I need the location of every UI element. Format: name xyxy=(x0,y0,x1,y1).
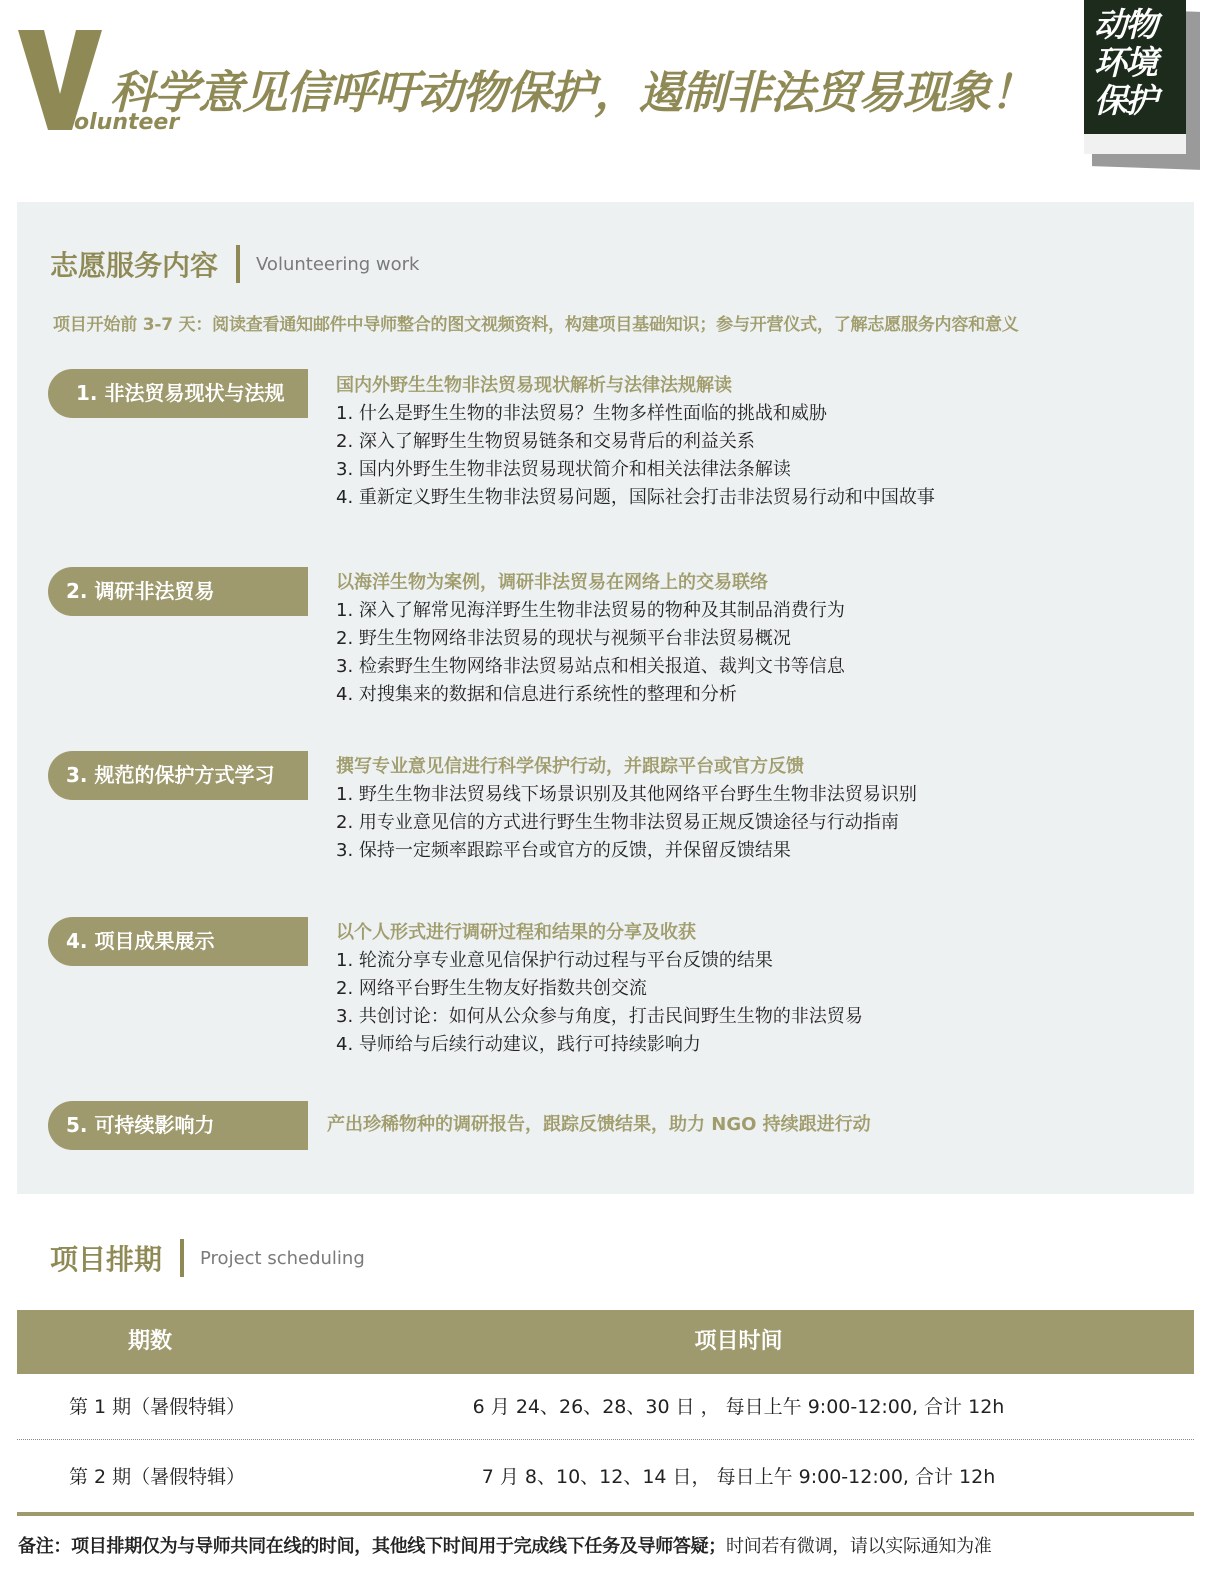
module-2-item: 3. 检索野生生物网络非法贸易站点和相关报道、裁判文书等信息 xyxy=(336,656,845,677)
module-3-item: 2. 用专业意见信的方式进行野生生物非法贸易正规反馈途径与行动指南 xyxy=(336,812,899,833)
row-time: 6 月 24、26、28、30 日 ， 每日上午 9:00-12:00, 合计 12h xyxy=(472,1396,1005,1418)
module-4-item: 2. 网络平台野生生物友好指数共创交流 xyxy=(336,978,647,999)
module-tab-5: 5. 可持续影响力 xyxy=(48,1101,308,1150)
module-1-item: 2. 深入了解野生生物贸易链条和交易背后的利益关系 xyxy=(336,431,755,452)
row-divider xyxy=(17,1439,1194,1440)
module-4-item: 3. 共创讨论：如何从公众参与角度，打击民间野生生物的非法贸易 xyxy=(336,1006,863,1027)
module-1-item: 4. 重新定义野生生物非法贸易问题，国际社会打击非法贸易行动和中国故事 xyxy=(336,487,935,508)
table-row xyxy=(17,1443,1194,1511)
badge-line-1: 动物 xyxy=(1094,5,1156,44)
section-divider xyxy=(236,245,240,283)
row-time: 7 月 8、10、12、14 日， 每日上午 9:00-12:00, 合计 12h xyxy=(481,1466,996,1488)
module-4-item: 1. 轮流分享专业意见信保护行动过程与平台反馈的结果 xyxy=(336,950,773,971)
schedule-title: 项目排期 xyxy=(50,1243,163,1276)
module-1-item: 3. 国内外野生生物非法贸易现状简介和相关法律法条解读 xyxy=(336,459,791,480)
logo-wordmark: olunteer xyxy=(74,110,180,135)
badge-line-3: 保护 xyxy=(1094,81,1156,120)
table-row xyxy=(17,1373,1194,1441)
module-4-item: 4. 导师给与后续行动建议，践行可持续影响力 xyxy=(336,1034,701,1055)
module-3-item: 3. 保持一定频率跟踪平台或官方的反馈，并保留反馈结果 xyxy=(336,840,791,861)
module-tab-3: 3. 规范的保护方式学习 xyxy=(48,751,308,800)
row-period: 第 1 期（暑假特辑） xyxy=(69,1396,246,1418)
module-heading-4: 以个人形式进行调研过程和结果的分享及收获 xyxy=(336,922,696,943)
column-header-period: 期数 xyxy=(127,1329,172,1354)
module-1-item: 1. 什么是野生生物的非法贸易？生物多样性面临的挑战和威胁 xyxy=(336,403,827,424)
schedule-divider xyxy=(180,1239,184,1277)
module-heading-2: 以海洋生物为案例，调研非法贸易在网络上的交易联络 xyxy=(336,572,768,593)
column-header-time: 项目时间 xyxy=(694,1329,783,1354)
note-rest: 时间若有微调，请以实际通知为准 xyxy=(726,1536,992,1557)
schedule-table-header xyxy=(17,1310,1194,1374)
module-tab-1: 1. 非法贸易现状与法规 xyxy=(48,369,308,418)
section-title: 志愿服务内容 xyxy=(50,249,219,282)
module-heading-1: 国内外野生生物非法贸易现状解析与法律法规解读 xyxy=(336,375,732,396)
module-heading-3: 撰写专业意见信进行科学保护行动，并跟踪平台或官方反馈 xyxy=(336,756,804,777)
module-2-item: 2. 野生生物网络非法贸易的现状与视频平台非法贸易概况 xyxy=(336,628,791,649)
badge-line-2: 环境 xyxy=(1094,43,1156,82)
module-3-item: 1. 野生生物非法贸易线下场景识别及其他网络平台野生生物非法贸易识别 xyxy=(336,784,917,805)
table-bottom-rule xyxy=(17,1512,1194,1516)
schedule-note xyxy=(18,1532,992,1558)
schedule-section-header xyxy=(50,1238,365,1278)
schedule-subtitle: Project scheduling xyxy=(200,1247,365,1269)
intro-text: 项目开始前 3-7 天：阅读查看通知邮件中导师整合的图文视频资料，构建项目基础知识；参与开营仪式，了解志愿服务内容和意义 xyxy=(53,315,1019,335)
category-badge xyxy=(1084,0,1186,154)
module-heading-5: 产出珍稀物种的调研报告，跟踪反馈结果，助力 NGO 持续跟进行动 xyxy=(327,1114,871,1135)
module-2-item: 4. 对搜集来的数据和信息进行系统性的整理和分析 xyxy=(336,684,737,705)
volunteer-section-header xyxy=(50,244,419,284)
module-tab-4: 4. 项目成果展示 xyxy=(48,917,308,966)
page-title: 科学意见信呼吁动物保护，遏制非法贸易现象！ xyxy=(110,66,1035,119)
row-period: 第 2 期（暑假特辑） xyxy=(69,1466,246,1488)
section-subtitle: Volunteering work xyxy=(256,253,420,275)
module-2-item: 1. 深入了解常见海洋野生生物非法贸易的物种及其制品消费行为 xyxy=(336,600,845,621)
note-bold: 备注：项目排期仅为与导师共同在线的时间，其他线下时间用于完成线下任务及导师答疑； xyxy=(18,1536,726,1557)
module-tab-2: 2. 调研非法贸易 xyxy=(48,567,308,616)
